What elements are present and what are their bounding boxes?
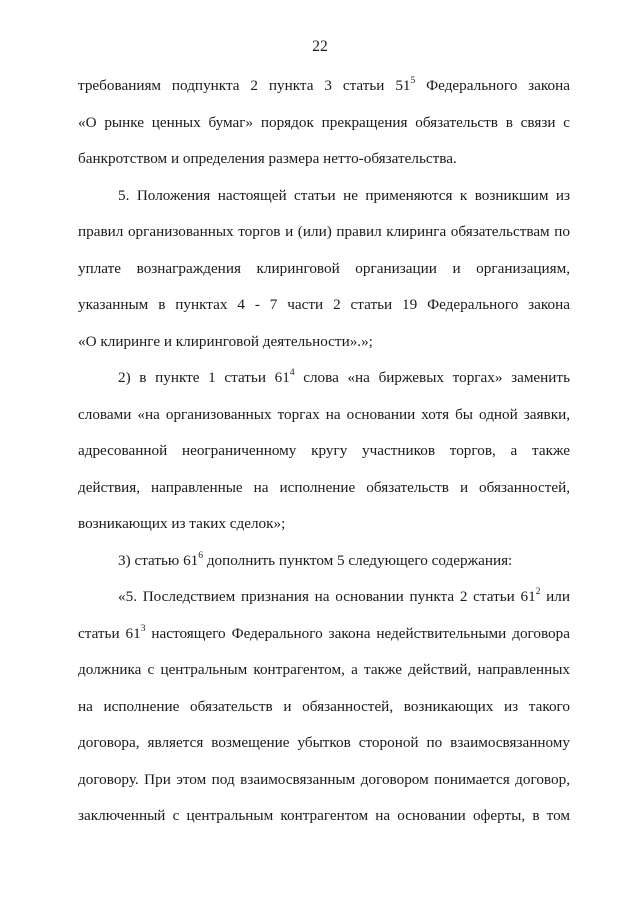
text-line: «О рынке ценных бумаг» порядок прекращения обязательств в связи с	[78, 114, 570, 131]
text-line: возникающих из таких сделок»;	[78, 515, 286, 532]
paragraph-start-line: «5. Последствием признания на основании пункта 2 статьи $61^2$ или	[118, 586, 570, 605]
superscript: 3	[140, 623, 146, 634]
paragraph-start-line: 3) статью $61^6$ дополнить пунктом 5 следующего содержания:	[118, 550, 513, 569]
superscript: 5	[410, 75, 416, 86]
text-line: «О клиринге и клиринговой деятельности».»;	[78, 333, 373, 350]
superscript: 6	[198, 550, 204, 561]
text-line: договора, является возмещение убытков стороной по взаимосвязанному	[78, 734, 570, 751]
text-line: действия, направленные на исполнение обязательств и обязанностей,	[78, 479, 570, 496]
text-line: заключенный с центральным контрагентом на основании оферты, в том	[78, 807, 570, 824]
page-number: 22	[312, 38, 328, 55]
text-line: правил организованных торгов и (или) правил клиринга обязательствам по	[78, 223, 570, 240]
text-line: должника с центральным контрагентом, а также действий, направленных	[78, 661, 570, 678]
text-line: указанным в пунктах 4 - 7 части 2 статьи 19 Федерального закона	[78, 296, 570, 313]
text-line: статьи $61^3$ настоящего Федерального закона недействительными договора	[78, 623, 570, 642]
superscript: 2	[535, 586, 541, 597]
text-line: банкротством и определения размера нетто-обязательства.	[78, 150, 457, 167]
paragraph-start-line: 5. Положения настоящей статьи не применяются к возникшим из	[118, 187, 570, 204]
superscript: 4	[289, 367, 295, 378]
text-line: договору. При этом под взаимосвязанным договором понимается договор,	[78, 771, 570, 788]
paragraph-start-line: 2) в пункте 1 статьи $61^4$ слова «на биржевых торгах» заменить	[118, 367, 570, 386]
text-line: адресованной неограниченному кругу участников торгов, а также	[78, 442, 570, 459]
text-line: уплате вознаграждения клиринговой организации и организациям,	[78, 260, 570, 277]
text-line: на исполнение обязательств и обязанностей, возникающих из такого	[78, 698, 570, 715]
text-line: словами «на организованных торгах на основании хотя бы одной заявки,	[78, 406, 570, 423]
text-line: требованиям подпункта 2 пункта 3 статьи $51^5$ Федерального закона	[78, 75, 570, 94]
